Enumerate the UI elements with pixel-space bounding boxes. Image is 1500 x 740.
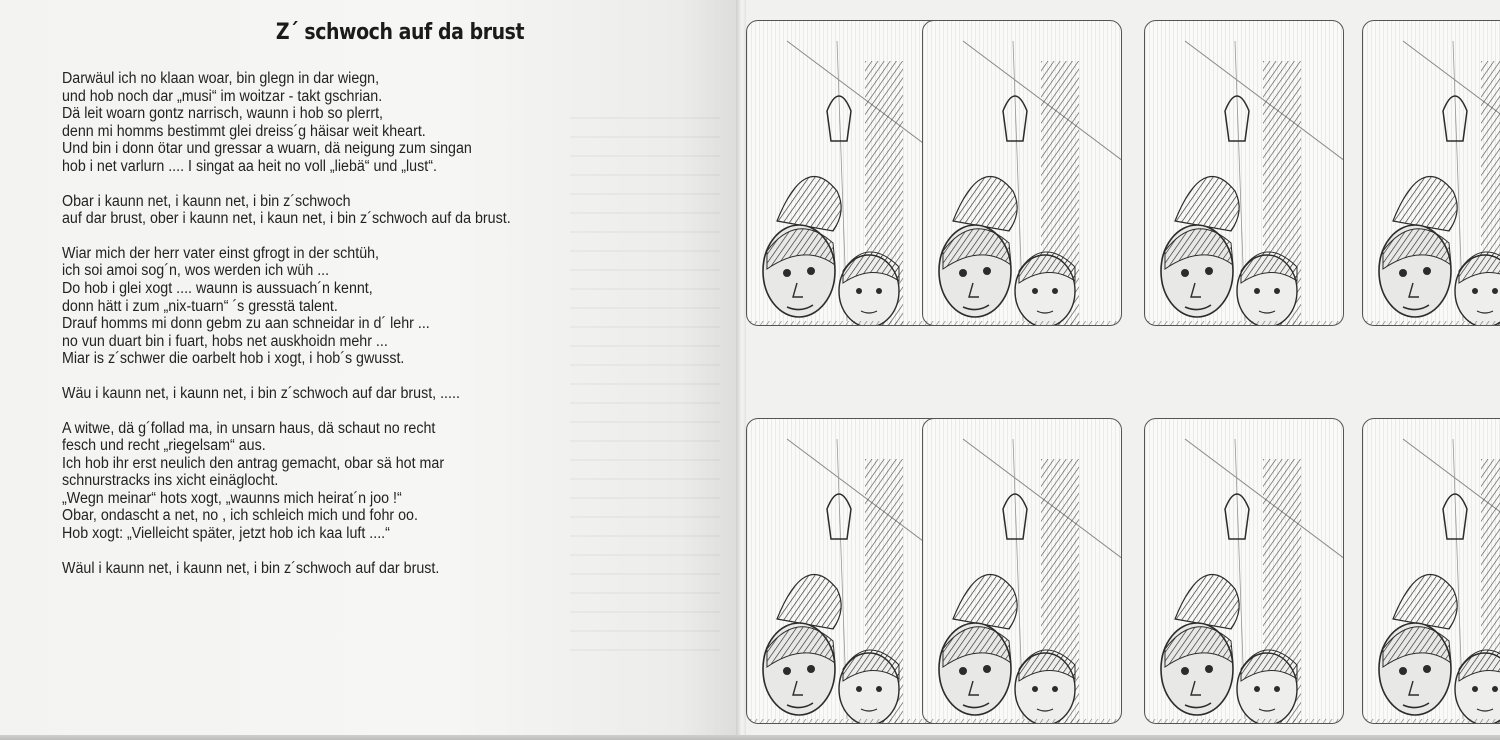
lyric-line: auf dar brust, ober i kaunn net, i kaun net, i bin z´schwoch auf da brust. — [62, 210, 511, 228]
sketch-illustration — [923, 21, 1121, 325]
lyric-stanza — [62, 245, 669, 368]
lyric-stanza — [62, 193, 669, 228]
lyric-line: fesch und recht „riegelsam“ aus. — [62, 437, 266, 455]
lyric-line: Ich hob ihr erst neulich den antrag gemacht, obar sä hot mar — [62, 454, 445, 472]
lyric-line: Do hob i glei xogt .... waunn is aussuach´n kennt, — [62, 279, 373, 297]
sketch-illustration — [747, 21, 945, 325]
sketch-illustration — [1145, 21, 1343, 325]
sketch-illustration — [1363, 419, 1500, 723]
sketch-illustration — [1363, 21, 1500, 325]
lyrics-body — [62, 70, 669, 594]
lyric-line: Wäu i kaunn net, i kaunn net, i bin z´schwoch auf dar brust, ..... — [62, 384, 460, 402]
lyric-line: A witwe, dä g´follad ma, in unsarn haus, dä schaut no recht — [62, 419, 436, 437]
lyric-stanza — [62, 70, 669, 176]
lyric-line: denn mi homms bestimmt glei dreiss´g häisar weit kheart. — [62, 122, 426, 140]
page-bottom-edge — [0, 735, 1500, 740]
lyric-line: und hob noch dar „musi“ im woitzar - takt gschrian. — [62, 87, 383, 105]
illustration-card — [1144, 418, 1344, 724]
illustration-card — [1362, 20, 1500, 326]
lyric-stanza — [62, 420, 669, 543]
lyric-line: Miar is z´schwer die oarbelt hob i xogt, i hob´s gwusst. — [62, 350, 405, 368]
lyric-line: no vun duart bin i fuart, hobs net auskhoidn mehr ... — [62, 332, 388, 350]
sketch-illustration — [923, 419, 1121, 723]
lyric-line: schnurstracks ins xicht einäglocht. — [62, 472, 279, 490]
illustration-card — [746, 20, 946, 326]
song-title: Z´ schwoch auf da brust — [275, 20, 525, 45]
lyrics-page — [0, 0, 740, 740]
lyric-line: Hob xogt: „Vielleicht später, jetzt hob ich kaa luft ....“ — [62, 525, 390, 543]
lyric-line: Obar i kaunn net, i kaunn net, i bin z´schwoch — [62, 192, 351, 210]
booklet-spine — [736, 0, 746, 740]
lyric-stanza — [62, 560, 669, 578]
lyric-line: hob i net varlurn .... I singat aa heit no voll „liebä“ und „lust“. — [62, 157, 437, 175]
illustration-card — [922, 20, 1122, 326]
lyric-line: Obar, ondascht a net, no , ich schleich mich und fohr oo. — [62, 507, 418, 525]
lyric-line: ich soi amoi sog´n, wos werden ich wüh ... — [62, 262, 330, 280]
lyric-line: Dä leit woarn gontz narrisch, waunn i hob so plerrt, — [62, 105, 384, 123]
lyric-line: Darwäul ich no klaan woar, bin glegn in dar wiegn, — [62, 70, 380, 87]
lyric-line: „Wegn meinar“ hots xogt, „waunns mich heirat´n joo !“ — [62, 489, 402, 507]
sketch-illustration — [747, 419, 945, 723]
illustration-card — [1362, 418, 1500, 724]
lyric-line: Drauf homms mi donn gebm zu aan schneidar in d´ lehr ... — [62, 315, 430, 333]
illustration-card — [1144, 20, 1344, 326]
illustration-card — [746, 418, 946, 724]
lyric-line: Wäul i kaunn net, i kaunn net, i bin z´schwoch auf dar brust. — [62, 559, 440, 577]
lyric-line: donn hätt i zum „nix-tuarn“ ´s gresstä talent. — [62, 297, 338, 315]
lyric-line: Wiar mich der herr vater einst gfrogt in der schtüh, — [62, 244, 380, 262]
illustration-page — [746, 0, 1500, 740]
sketch-illustration — [1145, 419, 1343, 723]
illustration-card — [922, 418, 1122, 724]
lyric-stanza — [62, 385, 669, 403]
lyric-line: Und bin i donn ötar und gressar a wuarn, dä neigung zum singan — [62, 140, 472, 158]
